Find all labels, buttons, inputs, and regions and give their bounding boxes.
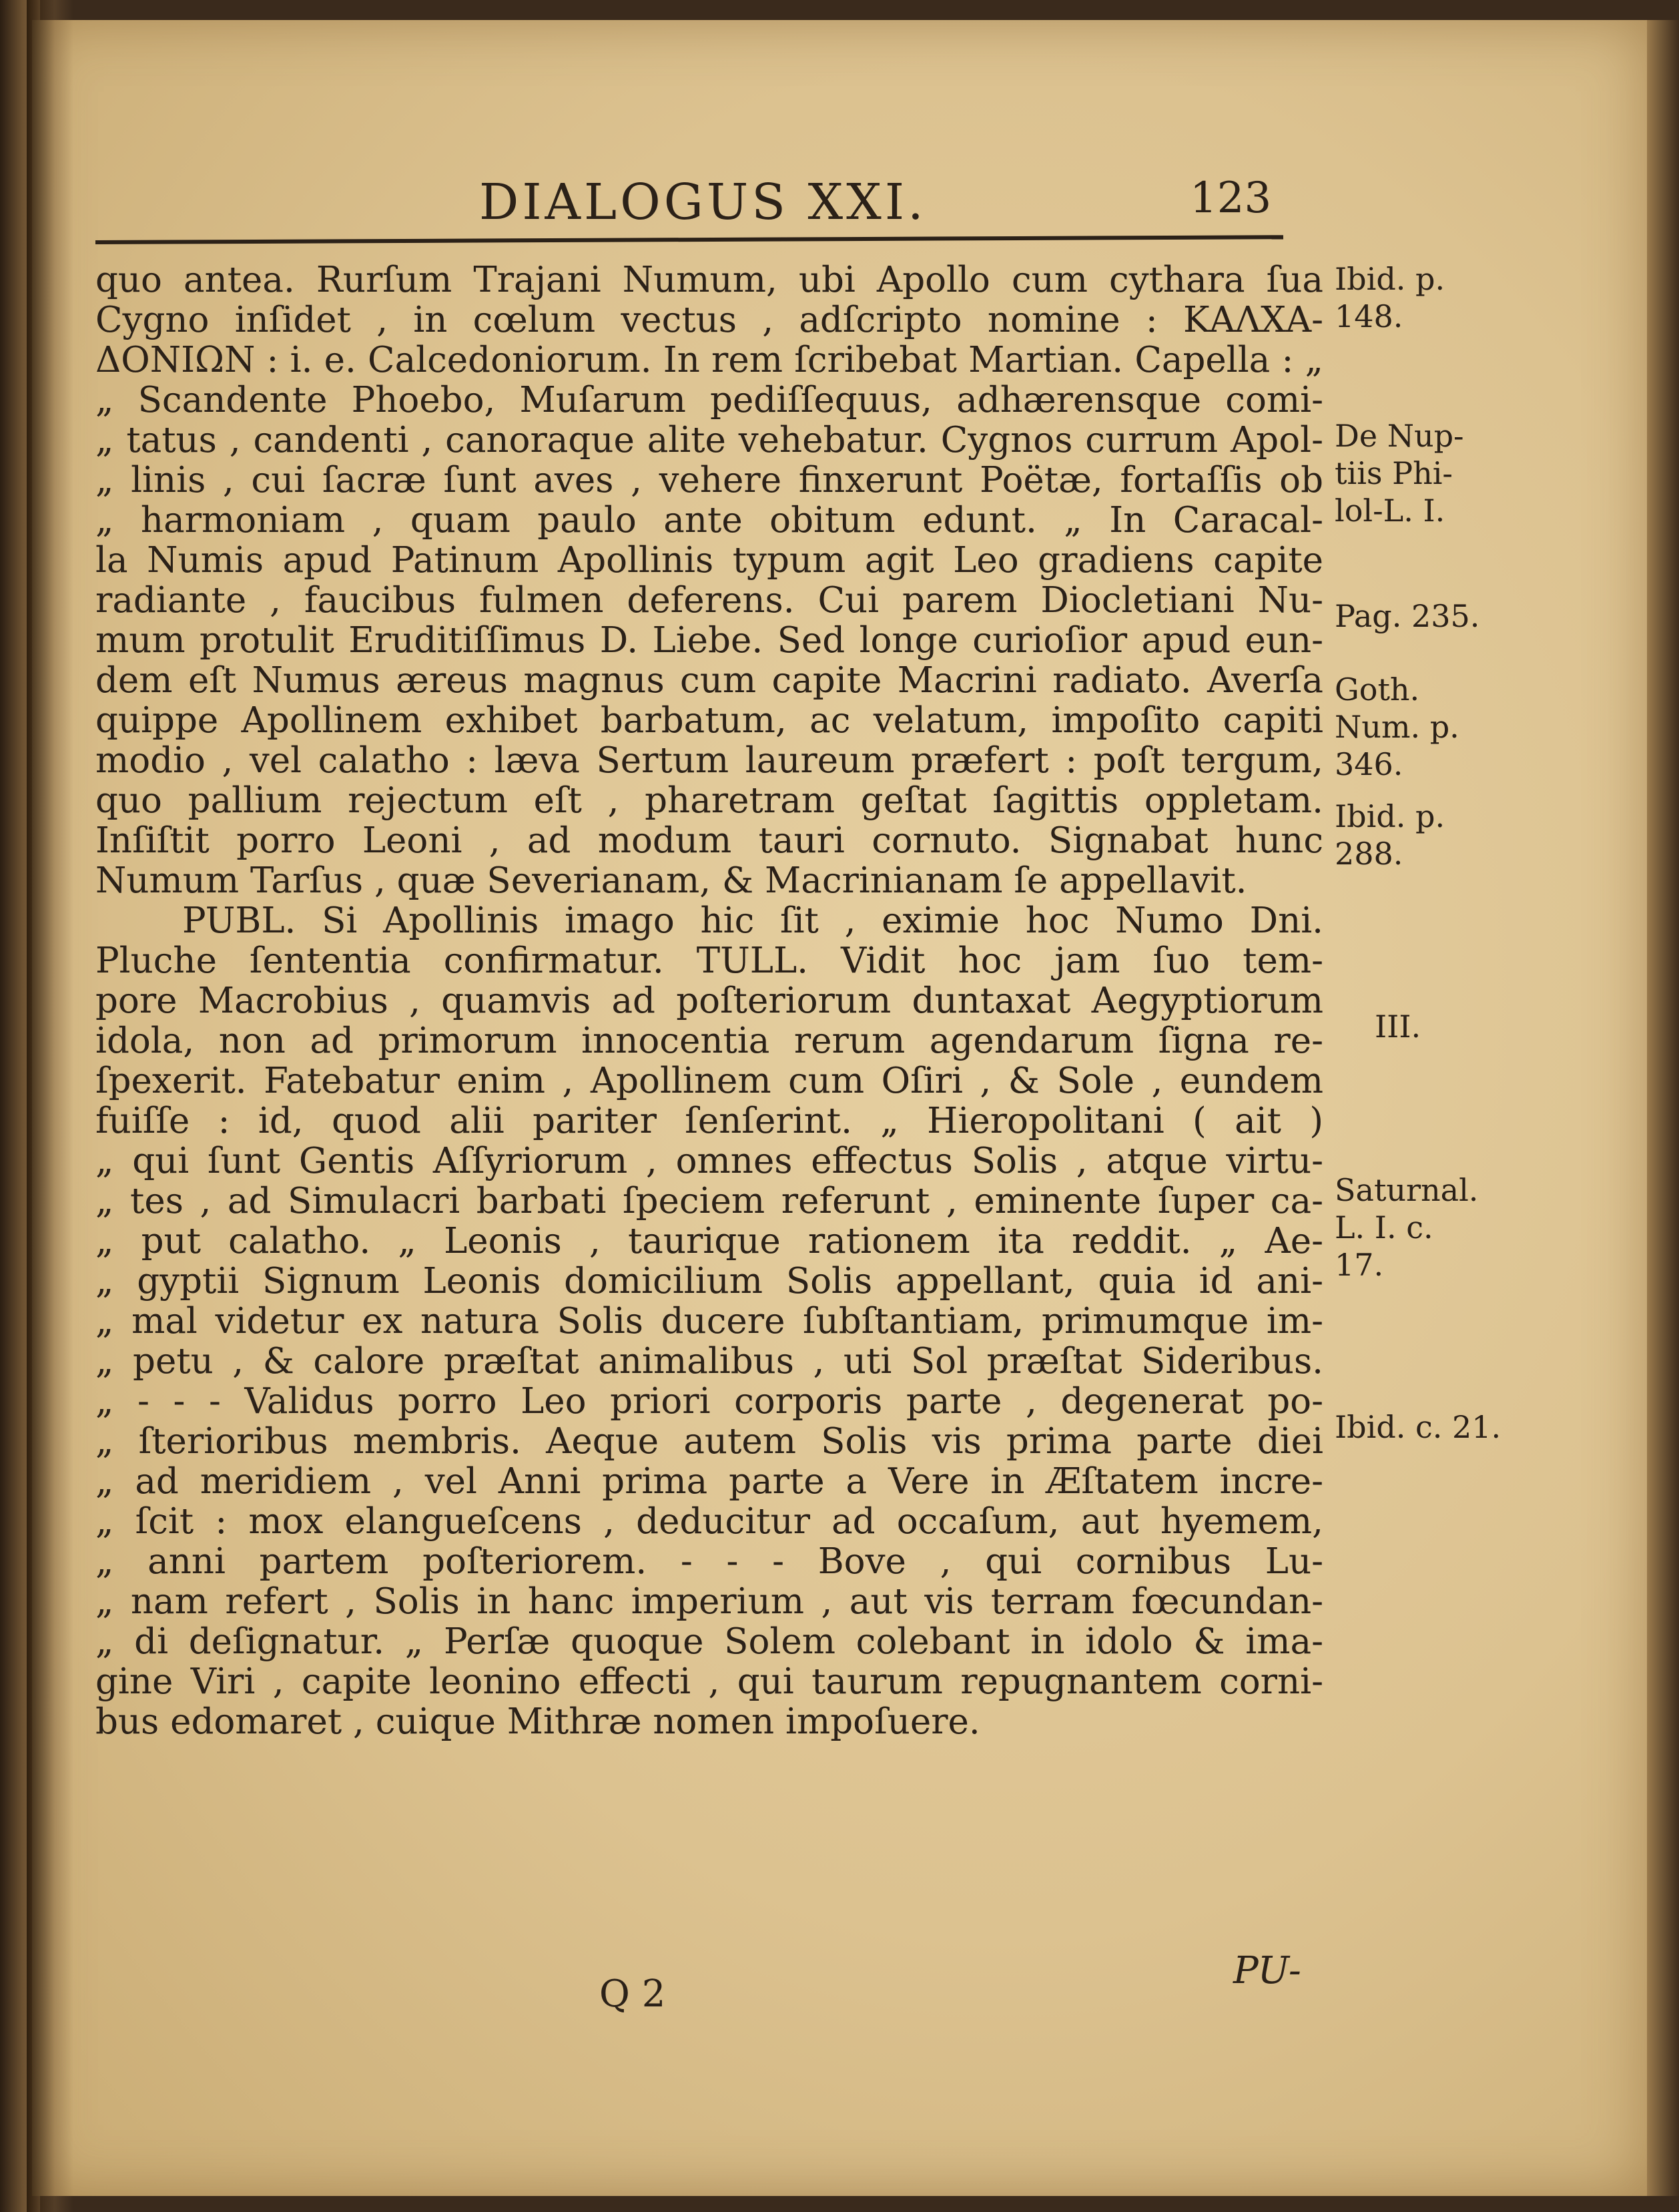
- text-line: radiante , faucibus fulmen deferens. Cui parem Diocletiani Nu-: [95, 581, 1323, 621]
- main-text: [95, 260, 1323, 1742]
- text-line: Pluche ſententia confirmatur. TULL. Vidit hoc jam ſuo tem-: [95, 941, 1323, 981]
- marginal-note: Goth. Num. p. 346.: [1335, 671, 1459, 782]
- text-line: „ - - - Validus porro Leo priori corporis parte , degenerat po-: [95, 1382, 1323, 1422]
- text-line: ΔΟΝΙΩΝ : i. e. Calcedoniorum. In rem ſcribebat Martian. Capella : „: [95, 340, 1323, 380]
- text-line: la Numis apud Patinum Apollinis typum agit Leo gradiens capite: [95, 541, 1323, 581]
- text-line: „ di deſignatur. „ Perſæ quoque Solem colebant in idolo & ima-: [95, 1622, 1323, 1662]
- text-line: quo pallium rejectum eſt , pharetram geſtat ſagittis oppletam.: [95, 781, 1323, 821]
- marginal-note: Saturnal. L. I. c. 17.: [1335, 1172, 1479, 1283]
- text-line: modio , vel calatho : læva Sertum laureum præfert : poſt tergum,: [95, 741, 1323, 781]
- text-line: pore Macrobius , quamvis ad poſteriorum duntaxat Aegyptiorum: [95, 981, 1323, 1021]
- text-line: „ petu , & calore præſtat animalibus , uti Sol præſtat Sideribus.: [95, 1342, 1323, 1382]
- marginal-note: De Nup- tiis Phi- lol-L. I.: [1335, 418, 1464, 529]
- signature-mark: Q 2: [599, 1972, 666, 2016]
- text-line: bus edomaret , cuique Mithræ nomen impoſuere.: [95, 1702, 980, 1742]
- text-line: „ ſcit : mox elangueſcens , deducitur ad occaſum, aut hyemem,: [95, 1502, 1323, 1542]
- text-line: „ Scandente Phoebo, Muſarum pediſſequus, adhærensque comi-: [95, 380, 1323, 421]
- marginal-note: Ibid. p. 288.: [1335, 798, 1445, 872]
- text-line: Inſiſtit porro Leoni , ad modum tauri cornuto. Signabat hunc: [95, 821, 1323, 861]
- text-line: „ linis , cui ſacræ ſunt aves , vehere finxerunt Poëtæ, fortaſſis ob: [95, 461, 1323, 501]
- text-line: „ nam refert , Solis in hanc imperium , aut vis terram fœcundan-: [95, 1582, 1323, 1622]
- text-line: Numum Tarſus , quæ Severianam, & Macrinianam ſe appellavit.: [95, 861, 1247, 901]
- text-line: „ tes , ad Simulacri barbati ſpeciem referunt , eminente ſuper ca-: [95, 1181, 1323, 1221]
- gutter-shadow: [27, 0, 73, 2212]
- running-title: DIALOGUS XXI.: [479, 174, 927, 231]
- text-line: PUBL. Si Apollinis imago hic ſit , eximie hoc Numo Dni.: [182, 901, 1323, 941]
- catchword: PU-: [1233, 1949, 1301, 1992]
- header-rule: [95, 235, 1283, 244]
- text-line: fuiſſe : id, quod alii pariter ſenſerint. „ Hieropolitani ( ait ): [95, 1101, 1323, 1141]
- running-head: [32, 160, 1647, 234]
- text-line: dem eſt Numus æreus magnus cum capite Macrini radiato. Averſa: [95, 661, 1323, 701]
- page-edge-right: [1647, 20, 1679, 2196]
- text-line: „ ſterioribus membris. Aeque autem Solis vis prima parte diei: [95, 1422, 1323, 1462]
- text-line: „ harmoniam , quam paulo ante obitum edunt. „ In Caracal-: [95, 501, 1323, 541]
- text-line: ſpexerit. Fatebatur enim , Apollinem cum Oſiri , & Sole , eundem: [95, 1061, 1323, 1101]
- text-line: „ anni partem poſteriorem. - - - Bove , qui cornibus Lu-: [95, 1542, 1323, 1582]
- text-line: „ gyptii Signum Leonis domicilium Solis appellant, quia id ani-: [95, 1262, 1323, 1302]
- text-line: „ tatus , candenti , canoraque alite vehebatur. Cygnos currum Apol-: [95, 421, 1323, 461]
- marginal-note: Ibid. c. 21.: [1335, 1409, 1501, 1445]
- text-line: „ mal videtur ex natura Solis ducere ſubſtantiam, primumque im-: [95, 1302, 1323, 1342]
- text-line: „ ad meridiem , vel Anni prima parte a Vere in Æſtatem incre-: [95, 1462, 1323, 1502]
- marginal-note: Pag. 235.: [1335, 598, 1480, 634]
- text-line: Cygno inſidet , in cœlum vectus , adſcripto nomine : ΚΑΛΧΑ-: [95, 300, 1323, 340]
- text-line: „ qui ſunt Gentis Aſſyriorum , omnes effectus Solis , atque virtu-: [95, 1141, 1323, 1181]
- page-number: 123: [1190, 174, 1272, 223]
- text-line: quo antea. Rurſum Trajani Numum, ubi Apollo cum cythara ſua: [95, 260, 1323, 300]
- marginal-note: Ibid. p. 148.: [1335, 261, 1445, 334]
- text-line: „ put calatho. „ Leonis , taurique rationem ita reddit. „ Ae-: [95, 1221, 1323, 1262]
- text-line: quippe Apollinem exhibet barbatum, ac velatum, impoſito capiti: [95, 701, 1323, 741]
- text-line: mum protulit Eruditiſſimus D. Liebe. Sed longe curioſior apud eun-: [95, 621, 1323, 661]
- marginal-note: III.: [1375, 1009, 1421, 1045]
- text-line: gine Viri , capite leonino effecti , qui taurum repugnantem corni-: [95, 1662, 1323, 1702]
- text-line: idola, non ad primorum innocentia rerum agendarum ſigna re-: [95, 1021, 1323, 1061]
- book-page: [32, 20, 1647, 2196]
